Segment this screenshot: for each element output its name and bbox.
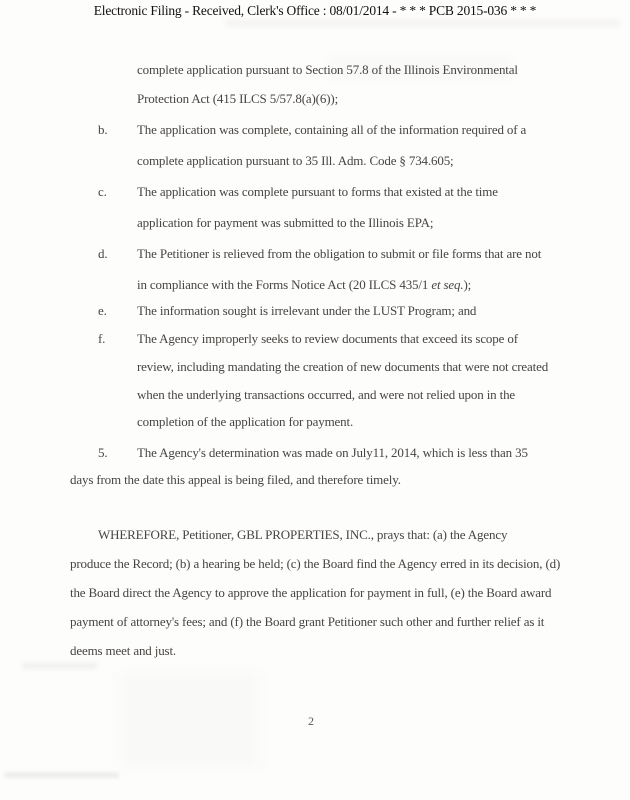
item-label: f.	[98, 331, 106, 346]
item-text: The Petitioner is relieved from the obligation to submit or file forms that are not	[137, 246, 542, 261]
page-number: 2	[308, 714, 314, 728]
document-line: deems meet and just.	[70, 643, 177, 658]
document-line	[70, 445, 615, 460]
document-line: completion of the application for payment.	[137, 414, 354, 429]
scan-smudge	[225, 19, 620, 27]
document-line	[70, 303, 615, 318]
item-text: The Agency improperly seeks to review documents that exceed its scope of	[137, 331, 518, 346]
document-line	[70, 331, 615, 346]
document-line: when the underlying transactions occurred, and were not relied upon in the	[137, 387, 516, 402]
document-line: complete application pursuant to Section 57.8 of the Illinois Environmental	[137, 62, 518, 77]
document-line	[70, 246, 615, 261]
document-line: produce the Record; (b) a hearing be held; (c) the Board find the Agency erred in its decision, (d)	[70, 556, 561, 571]
document-line: complete application pursuant to 35 Ill. Adm. Code § 734.605;	[137, 153, 454, 168]
document-line: application for payment was submitted to the Illinois EPA;	[137, 215, 434, 230]
item-text: in compliance with the Forms Notice Act (20 ILCS 435/1	[137, 277, 432, 292]
document-line: payment of attorney's fees; and (f) the Board grant Petitioner such other and further relief as it	[70, 614, 545, 629]
document-line: review, including mandating the creation of new documents that were not created	[137, 359, 549, 374]
document-line: days from the date this appeal is being filed, and therefore timely.	[70, 472, 401, 487]
scan-smudge	[4, 772, 119, 778]
document-line	[70, 184, 615, 199]
item-text: The application was complete, containing all of the information required of a	[137, 122, 527, 137]
item-text: The information sought is irrelevant under the LUST Program; and	[137, 303, 477, 318]
paragraph-text: The Agency's determination was made on July11, 2014, which is less than 35	[137, 445, 528, 460]
document-line	[70, 122, 615, 137]
item-text: );	[463, 277, 472, 292]
document-line: WHEREFORE, Petitioner, GBL PROPERTIES, INC., prays that: (a) the Agency	[98, 527, 508, 542]
item-label: e.	[98, 303, 107, 318]
filing-header: Electronic Filing - Received, Clerk's Office : 08/01/2014 - * * * PCB 2015-036 * * *	[93, 3, 537, 18]
item-label: b.	[98, 122, 108, 137]
scan-smudge	[22, 663, 97, 669]
citation-italic: et seq.	[431, 277, 464, 292]
item-label: c.	[98, 184, 107, 199]
document-line: the Board direct the Agency to approve the application for payment in full, (e) the Board award	[70, 585, 552, 600]
document-line: Protection Act (415 ILCS 5/57.8(a)(6));	[137, 91, 339, 106]
paragraph-number: 5.	[98, 445, 108, 460]
document-line	[70, 277, 630, 292]
item-text: The application was complete pursuant to forms that existed at the time	[137, 184, 498, 199]
item-label: d.	[98, 246, 108, 261]
